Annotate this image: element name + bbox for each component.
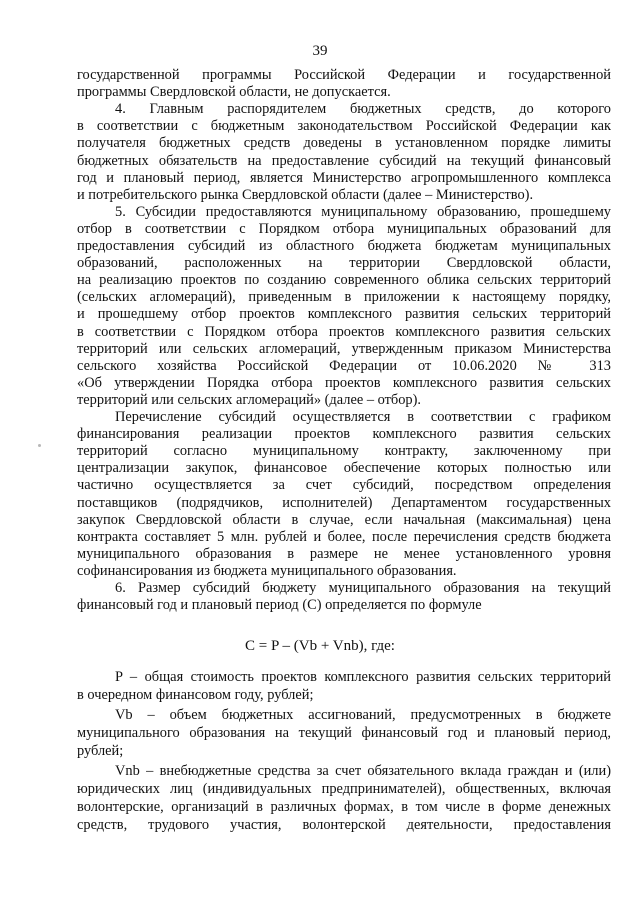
paragraph-4-start: 4. Главным распорядителем бюджетных средств, до которого bbox=[115, 101, 611, 118]
paragraph-5-start: 5. Субсидии предоставляются муниципальному образованию, прошедшему bbox=[115, 203, 611, 220]
text-line: муниципального образования на текущий финансовый год и плановый период, bbox=[77, 725, 611, 741]
page-number: 39 bbox=[312, 43, 328, 59]
definition-p: P – общая стоимость проектов комплексного развития сельских территорий bbox=[115, 669, 611, 685]
text-line: контракта составляет 5 млн. рублей и более, после перечисления средств бюджета bbox=[77, 528, 611, 545]
text-line: программы Свердловской области, не допускается. bbox=[77, 84, 391, 101]
formula: C = P – (Vb + Vnb), где: bbox=[245, 638, 395, 654]
text-line: образований, расположенных на территории Свердловской области, bbox=[77, 255, 611, 272]
text-line: на реализацию проектов по созданию современного облика сельских территорий bbox=[77, 272, 611, 289]
text-line: бюджетных обязательств на предоставление субсидий на текущий финансовый bbox=[77, 152, 611, 169]
text-line: государственной программы Российской Федерации и государственной bbox=[77, 67, 611, 83]
paragraph-transfer-start: Перечисление субсидий осуществляется в соответствии с графиком bbox=[115, 409, 611, 425]
text-line: отбор в соответствии с Порядком отбора муниципальных образований для bbox=[77, 220, 611, 237]
paragraph-6-start: 6. Размер субсидий бюджету муниципального образования на текущий bbox=[115, 580, 611, 596]
text-line: финансирования реализации проектов комплексного развития сельских bbox=[77, 426, 611, 443]
text-line: муниципального образования в размере не менее установленного уровня bbox=[77, 545, 611, 562]
text-line: рублей; bbox=[77, 743, 124, 759]
text-line: «Об утверждении Порядка отбора проектов комплексного развития сельских bbox=[77, 374, 611, 391]
definition-vnb: Vnb – внебюджетные средства за счет обязательного вклада граждан и (или) bbox=[115, 763, 611, 779]
text-line: волонтерские, организаций в различных формах, в том числе в форме денежных bbox=[77, 799, 611, 815]
text-line: средств, трудового участия, волонтерской деятельности, предоставления bbox=[77, 817, 611, 833]
text-line: территорий или сельских агломераций, утвержденным приказом Министерства bbox=[77, 340, 611, 357]
text-line: закупок Свердловской области в случае, если начальная (максимальная) цена bbox=[77, 511, 611, 528]
scan-mark bbox=[38, 444, 41, 447]
text-line: в соответствии с бюджетным законодательством Российской Федерации как bbox=[77, 118, 611, 135]
text-line: частично осуществляется за счет субсидий, посредством определения bbox=[77, 477, 611, 494]
text-line: финансовый год и плановый период (C) определяется по формуле bbox=[77, 597, 482, 614]
text-line: и потребительского рынка Свердловской области (далее – Министерство). bbox=[77, 186, 534, 203]
text-line: централизации закупок, финансовое обеспечение которых полностью или bbox=[77, 460, 611, 477]
text-line: получателя бюджетных средств доведены в установленном порядке лимиты bbox=[77, 135, 611, 152]
text-line: территорий согласно муниципальному контракту, заключенному при bbox=[77, 443, 611, 460]
text-line: юридических лиц (индивидуальных предпринимателей), общественных, включая bbox=[77, 781, 611, 797]
text-line: в очередном финансовом году, рублей; bbox=[77, 687, 314, 703]
definition-vb: Vb – объем бюджетных ассигнований, предусмотренных в бюджете bbox=[115, 707, 611, 723]
text-line: год и плановый период, является Министерство агропромышленного комплекса bbox=[77, 169, 611, 186]
text-line: в соответствии с Порядком отбора проектов комплексного развития сельских bbox=[77, 323, 611, 340]
text-line: и прошедшему отбор проектов комплексного развития сельских территорий bbox=[77, 306, 611, 323]
text-line: сельского хозяйства Российской Федерации от 10.06.2020 № 313 bbox=[77, 357, 611, 374]
text-line: поставщиков (подрядчиков, исполнителей) Департаментом государственных bbox=[77, 494, 611, 511]
text-line: территорий или сельских агломераций» (далее – отбор). bbox=[77, 391, 422, 408]
text-line: (сельских агломераций), приведенным в приложении к настоящему порядку, bbox=[77, 289, 611, 306]
text-line: софинансирования из бюджета муниципального образования. bbox=[77, 562, 457, 579]
text-line: предоставления субсидий из областного бюджета бюджетам муниципальных bbox=[77, 238, 611, 254]
